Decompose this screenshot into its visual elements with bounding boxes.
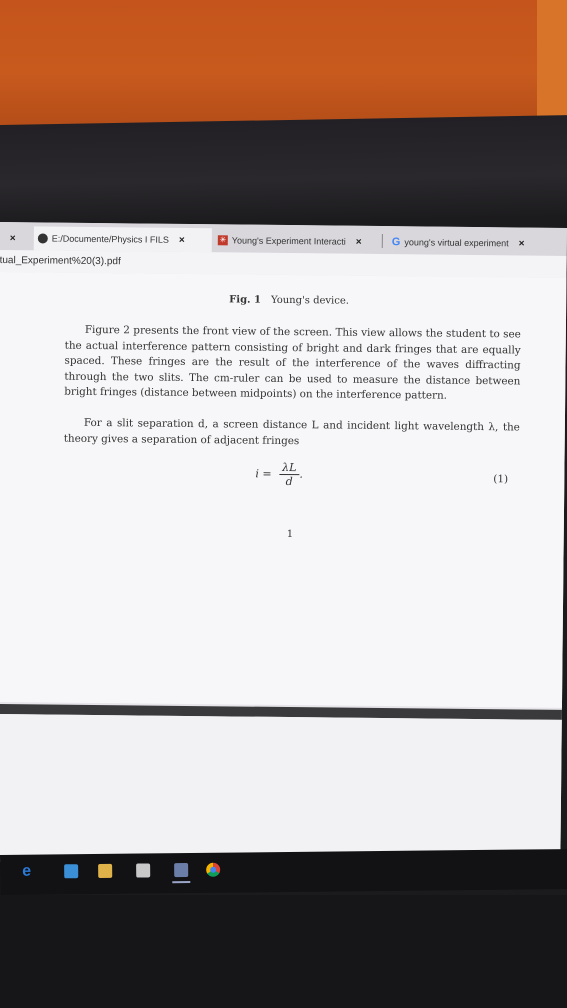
- background-wall: [0, 0, 567, 132]
- equation-number: (1): [493, 473, 509, 486]
- taskbar: [0, 849, 567, 895]
- globe-icon: [38, 233, 48, 243]
- formula-denominator: d: [285, 475, 293, 489]
- background-wall-right: [537, 0, 567, 132]
- tab-partial[interactable]: [0, 226, 20, 250]
- edge-icon[interactable]: e: [22, 862, 32, 880]
- folder-icon[interactable]: [98, 864, 112, 878]
- close-icon[interactable]: ×: [178, 234, 185, 246]
- page-number: 1: [286, 529, 294, 541]
- site-icon: ✳: [219, 235, 227, 245]
- paragraph-2: For a slit separation d, a screen distance L and incident light wavelength λ, the theory gives a separation of adjacent fringes: [63, 416, 520, 447]
- formula: [255, 461, 303, 488]
- tab-pdf[interactable]: [34, 226, 212, 252]
- monitor-bezel: [0, 115, 567, 225]
- figure-caption-text: Young's device.: [270, 294, 350, 307]
- desk-foreground: [0, 895, 567, 1008]
- active-app-indicator: [172, 881, 190, 883]
- close-icon[interactable]: ×: [9, 232, 16, 244]
- figure-caption: [229, 294, 349, 306]
- tab-label: E:/Documente/Physics I FILS: [51, 233, 169, 245]
- formula-fraction: [279, 461, 300, 488]
- address-text: tual_Experiment%20(3).pdf: [0, 254, 121, 268]
- monitor-screen: [0, 222, 567, 868]
- mail-icon[interactable]: [64, 864, 78, 878]
- tab-google-search[interactable]: [388, 230, 561, 256]
- pdf-page: [0, 272, 567, 708]
- formula-numerator: λL: [279, 461, 299, 475]
- tab-separator: [382, 234, 383, 248]
- figure-label: Fig. 1: [229, 294, 262, 306]
- chrome-icon[interactable]: [206, 863, 220, 877]
- paragraph-1: Figure 2 presents the front view of the screen. This view allows the student to see the actual interference pattern consisting of bright and dark fringes that are equally spaced. These fringes are the result of the interference of the waves diffracting through the two slits. The cm-ruler can be used to measure the distance between bright fringes (distance between midpoints) on the interference pattern.: [64, 323, 521, 403]
- close-icon[interactable]: ×: [518, 237, 525, 249]
- photos-icon[interactable]: [174, 863, 188, 877]
- close-icon[interactable]: ×: [355, 236, 362, 248]
- tab-young-experiment[interactable]: [214, 228, 382, 254]
- pdf-page-next: [0, 714, 567, 868]
- store-icon[interactable]: [136, 863, 150, 877]
- formula-lhs: i =: [255, 467, 272, 481]
- formula-tail: .: [299, 467, 303, 481]
- google-icon: G: [391, 236, 401, 249]
- tab-label: Young's Experiment Interacti: [231, 235, 346, 247]
- tab-label: young's virtual experiment: [404, 237, 509, 249]
